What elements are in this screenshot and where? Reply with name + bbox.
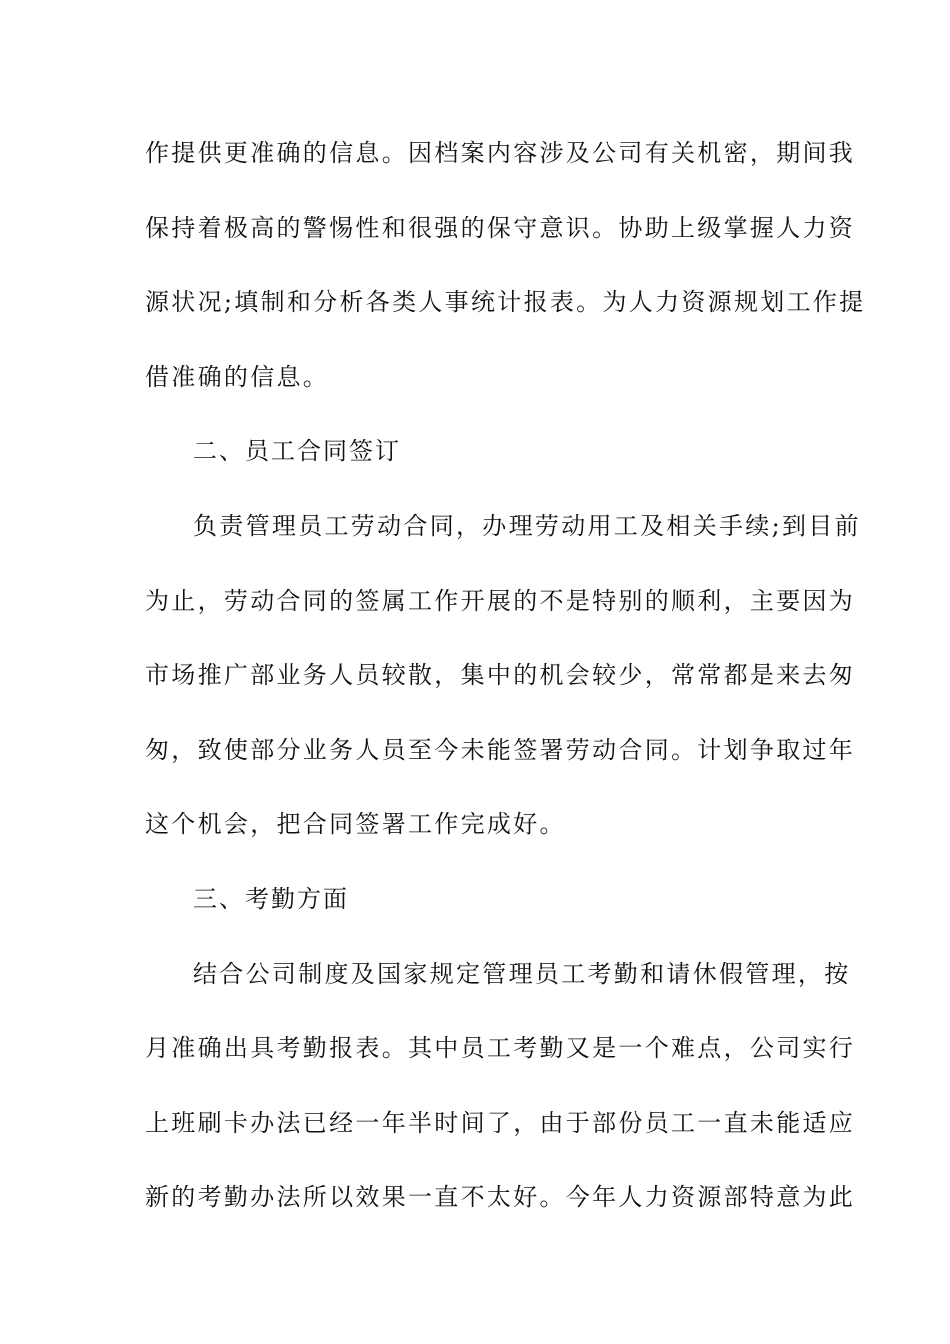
paragraph-line: 保持着极高的警惕性和很强的保守意识。协助上级掌握人力资 [145,213,856,242]
paragraph-line: 作提供更准确的信息。因档案内容涉及公司有关机密，期间我 [145,139,856,167]
paragraph-line: 月准确出具考勤报表。其中员工考勤又是一个难点，公司实行 [145,1034,856,1063]
paragraph-line: 借准确的信息。 [145,362,330,391]
section-heading-attendance: 三、考勤方面 [193,884,349,913]
paragraph-line: 新的考勤办法所以效果一直不太好。今年人力资源部特意为此 [145,1183,856,1212]
paragraph-line: 负责管理员工劳动合同，办理劳动用工及相关手续;到目前 [193,511,861,540]
section-heading-contracts: 二、员工合同签订 [193,437,401,466]
paragraph-line: 源状况;填制和分析各类人事统计报表。为人力资源规划工作提 [145,288,866,317]
paragraph-line: 匆，致使部分业务人员至今未能签署劳动合同。计划争取过年 [145,735,856,764]
paragraph-line: 市场推广部业务人员较散，集中的机会较少，常常都是来去匆 [145,661,856,690]
paragraph-line: 结合公司制度及国家规定管理员工考勤和请休假管理，按 [193,959,851,988]
document-body [145,123,866,1242]
paragraph-line: 上班刷卡办法已经一年半时间了，由于部份员工一直未能适应 [145,1108,856,1137]
paragraph-line: 为止，劳动合同的签属工作开展的不是特别的顺利，主要因为 [145,586,856,615]
paragraph-line: 这个机会，把合同签署工作完成好。 [145,810,566,839]
